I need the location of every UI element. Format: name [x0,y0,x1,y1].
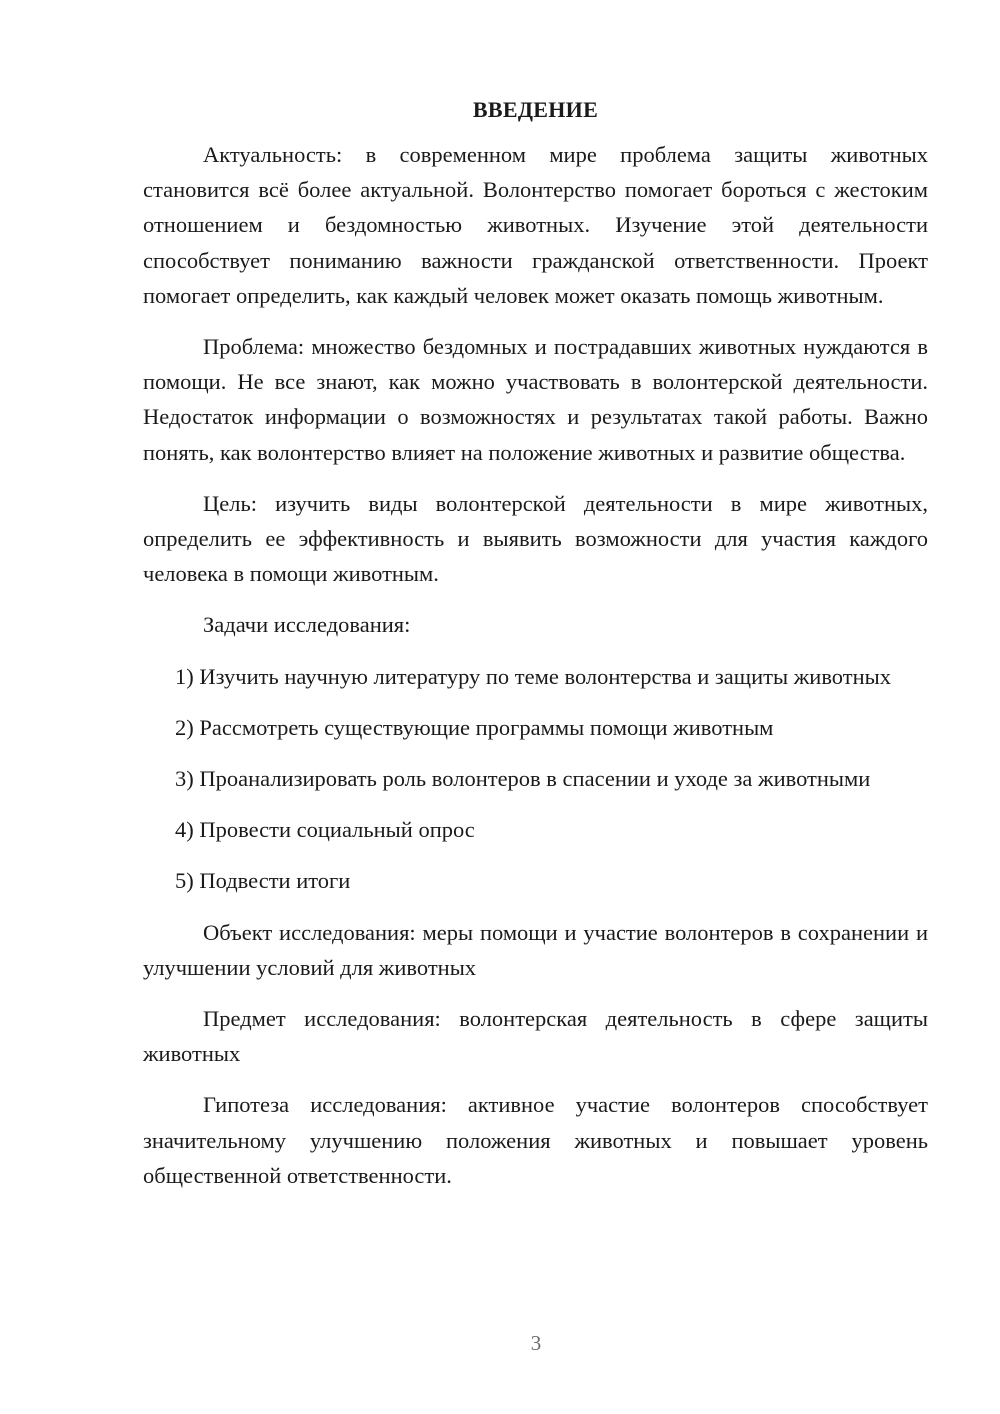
task-item-2: 2) Рассмотреть существующие программы помощи животным [175,714,774,740]
task-item-3: 3) Проанализировать роль волонтеров в спасении и уходе за животными [175,766,871,792]
page-number: 3 [530,1331,542,1355]
task-item-4: 4) Провести социальный опрос [175,817,475,843]
paragraph-problem: Проблема: множество бездомных и пострадавших животных нуждаются в помощи. Не все знают, как можно участвовать в волонтерской деятельности. Недостаток информации о возможностях и результатах такой работы. Важно понять, как волонтерство влияет на положение животных и развитие общества. [143,334,928,465]
tasks-heading: Задачи исследования: [203,612,411,638]
paragraph-object: Объект исследования: меры помощи и участие волонтеров в сохранении и улучшении условий для животных [143,919,928,980]
paragraph-goal: Цель: изучить виды волонтерской деятельности в мире животных, определить ее эффективность и выявить возможности для участия каждого человека в помощи животным. [143,490,928,587]
paragraph-relevance: Актуальность: в современном мире проблема защиты животных становится всё более актуальной. Волонтерство помогает бороться с жестоким отношением и бездомностью животных. Изучение этой деятельности способствует пониманию важности гражданской ответственности. Проект помогает определить, как каждый человек может оказать помощь животным. [143,142,928,308]
task-item-5: 5) Подвести итоги [175,868,351,894]
paragraph-subject: Предмет исследования: волонтерская деятельность в сфере защиты животных [143,1006,928,1067]
paragraph-hypothesis: Гипотеза исследования: активное участие волонтеров способствует значительному улучшению положения животных и повышает уровень общественной ответственности. [143,1092,928,1188]
task-item-1: 1) Изучить научную литературу по теме волонтерства и защиты животных [175,663,891,689]
page-body [143,92,928,1193]
section-title: ВВЕДЕНИЕ [472,97,599,122]
